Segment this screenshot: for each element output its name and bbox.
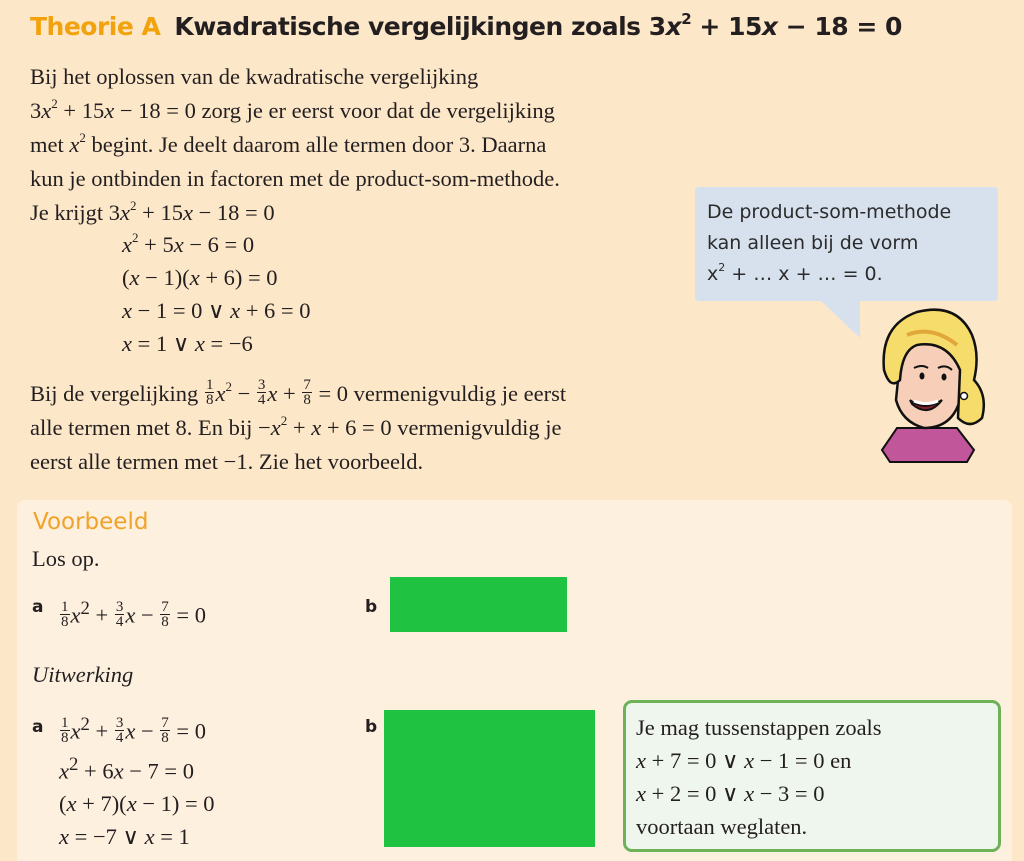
part-b-label: b [365, 597, 378, 617]
solution-a-step-3: (x + 7)(x − 1) = 0 [59, 791, 215, 817]
solution-steps [122, 228, 311, 360]
part-a-equation: $\frac{1}{8}$ $x^2$ + $\frac{3}{4}$ x − $\frac{7}{8}$ = 0 [61, 598, 206, 630]
bubble-line-2: kan alleen bij de vorm [707, 232, 919, 254]
step-3: x − 1 = 0 ∨ x + 6 = 0 [122, 298, 311, 323]
part-a-label: a [32, 597, 44, 617]
redacted-block-solution-b [384, 710, 595, 847]
page-title [30, 10, 902, 41]
solution-a-step-1: $\frac{1}{8}$ $x^2$ + $\frac{3}{4}$ x − $\frac{7}{8}$ = 0 [61, 714, 206, 746]
intro-paragraph [30, 60, 560, 230]
bubble-line-1: De product-som-methode [707, 201, 952, 223]
tip-line-3: x + 2 = 0 ∨ x − 3 = 0 [636, 781, 825, 806]
solution-a-step-2: $x^2 + 6x - 7 = 0$ [59, 753, 194, 784]
example-section [17, 500, 1012, 861]
intro-line-4: kun je ontbinden in factoren met de product-som-methode. [30, 166, 560, 191]
tip-box [623, 700, 1001, 852]
bubble-tail [820, 300, 860, 338]
title-text: Kwadratische vergelijkingen zoals $3x^2 + 15x - 18 = 0$ [174, 10, 902, 41]
tip-line-1: Je mag tussenstappen zoals [636, 715, 882, 740]
example-title: Voorbeeld [33, 509, 149, 535]
step-2: (x − 1)(x + 6) = 0 [122, 265, 278, 290]
intro-line-1: Bij het oplossen van de kwadratische vergelijking [30, 64, 479, 89]
second-paragraph [30, 377, 566, 479]
solution-b-label: b [365, 717, 378, 737]
speech-bubble [695, 187, 998, 301]
redacted-block-b [390, 577, 567, 632]
solution-title: Uitwerking [32, 662, 134, 687]
step-4: x = 1 ∨ x = −6 [122, 331, 253, 356]
solution-a-steps [59, 710, 215, 853]
second-line-3: eerst alle termen met −1. Zie het voorbeeld. [30, 449, 424, 474]
theory-label: Theorie A [30, 12, 161, 41]
intro-line-3: met $x^2$ begint. Je deelt daarom alle termen door 3. Daarna [30, 130, 547, 157]
second-line-1: Bij de vergelijking $\frac{1}{8}$ $x^2$ − $\frac{3}{4}$ x + $\frac{7}{8}$ = 0 vermenigvuldig je eerst [30, 377, 567, 409]
bubble-line-3: $x^2$ + … x + … = 0. [707, 261, 883, 285]
tip-line-4: voortaan weglaten. [636, 814, 808, 839]
second-line-2: alle termen met 8. En bij $-x^2 + x + 6 = 0$ vermenigvuldig je [30, 413, 562, 440]
solution-a-label: a [32, 717, 44, 737]
intro-line-2: $3x^2 + 15x - 18 = 0$ zorg je er eerst voor dat de vergelijking [30, 96, 555, 123]
teacher-illustration-icon [862, 300, 992, 465]
step-1: $x^2 + 5x - 6 = 0$ [122, 230, 255, 257]
solution-a-step-4: x = −7 ∨ x = 1 [59, 824, 190, 850]
intro-line-5: Je krijgt $3x^2 + 15x - 18 = 0$ [30, 198, 275, 225]
tip-line-2: x + 7 = 0 ∨ x − 1 = 0 en [636, 748, 852, 773]
example-instruction: Los op. [32, 546, 100, 571]
